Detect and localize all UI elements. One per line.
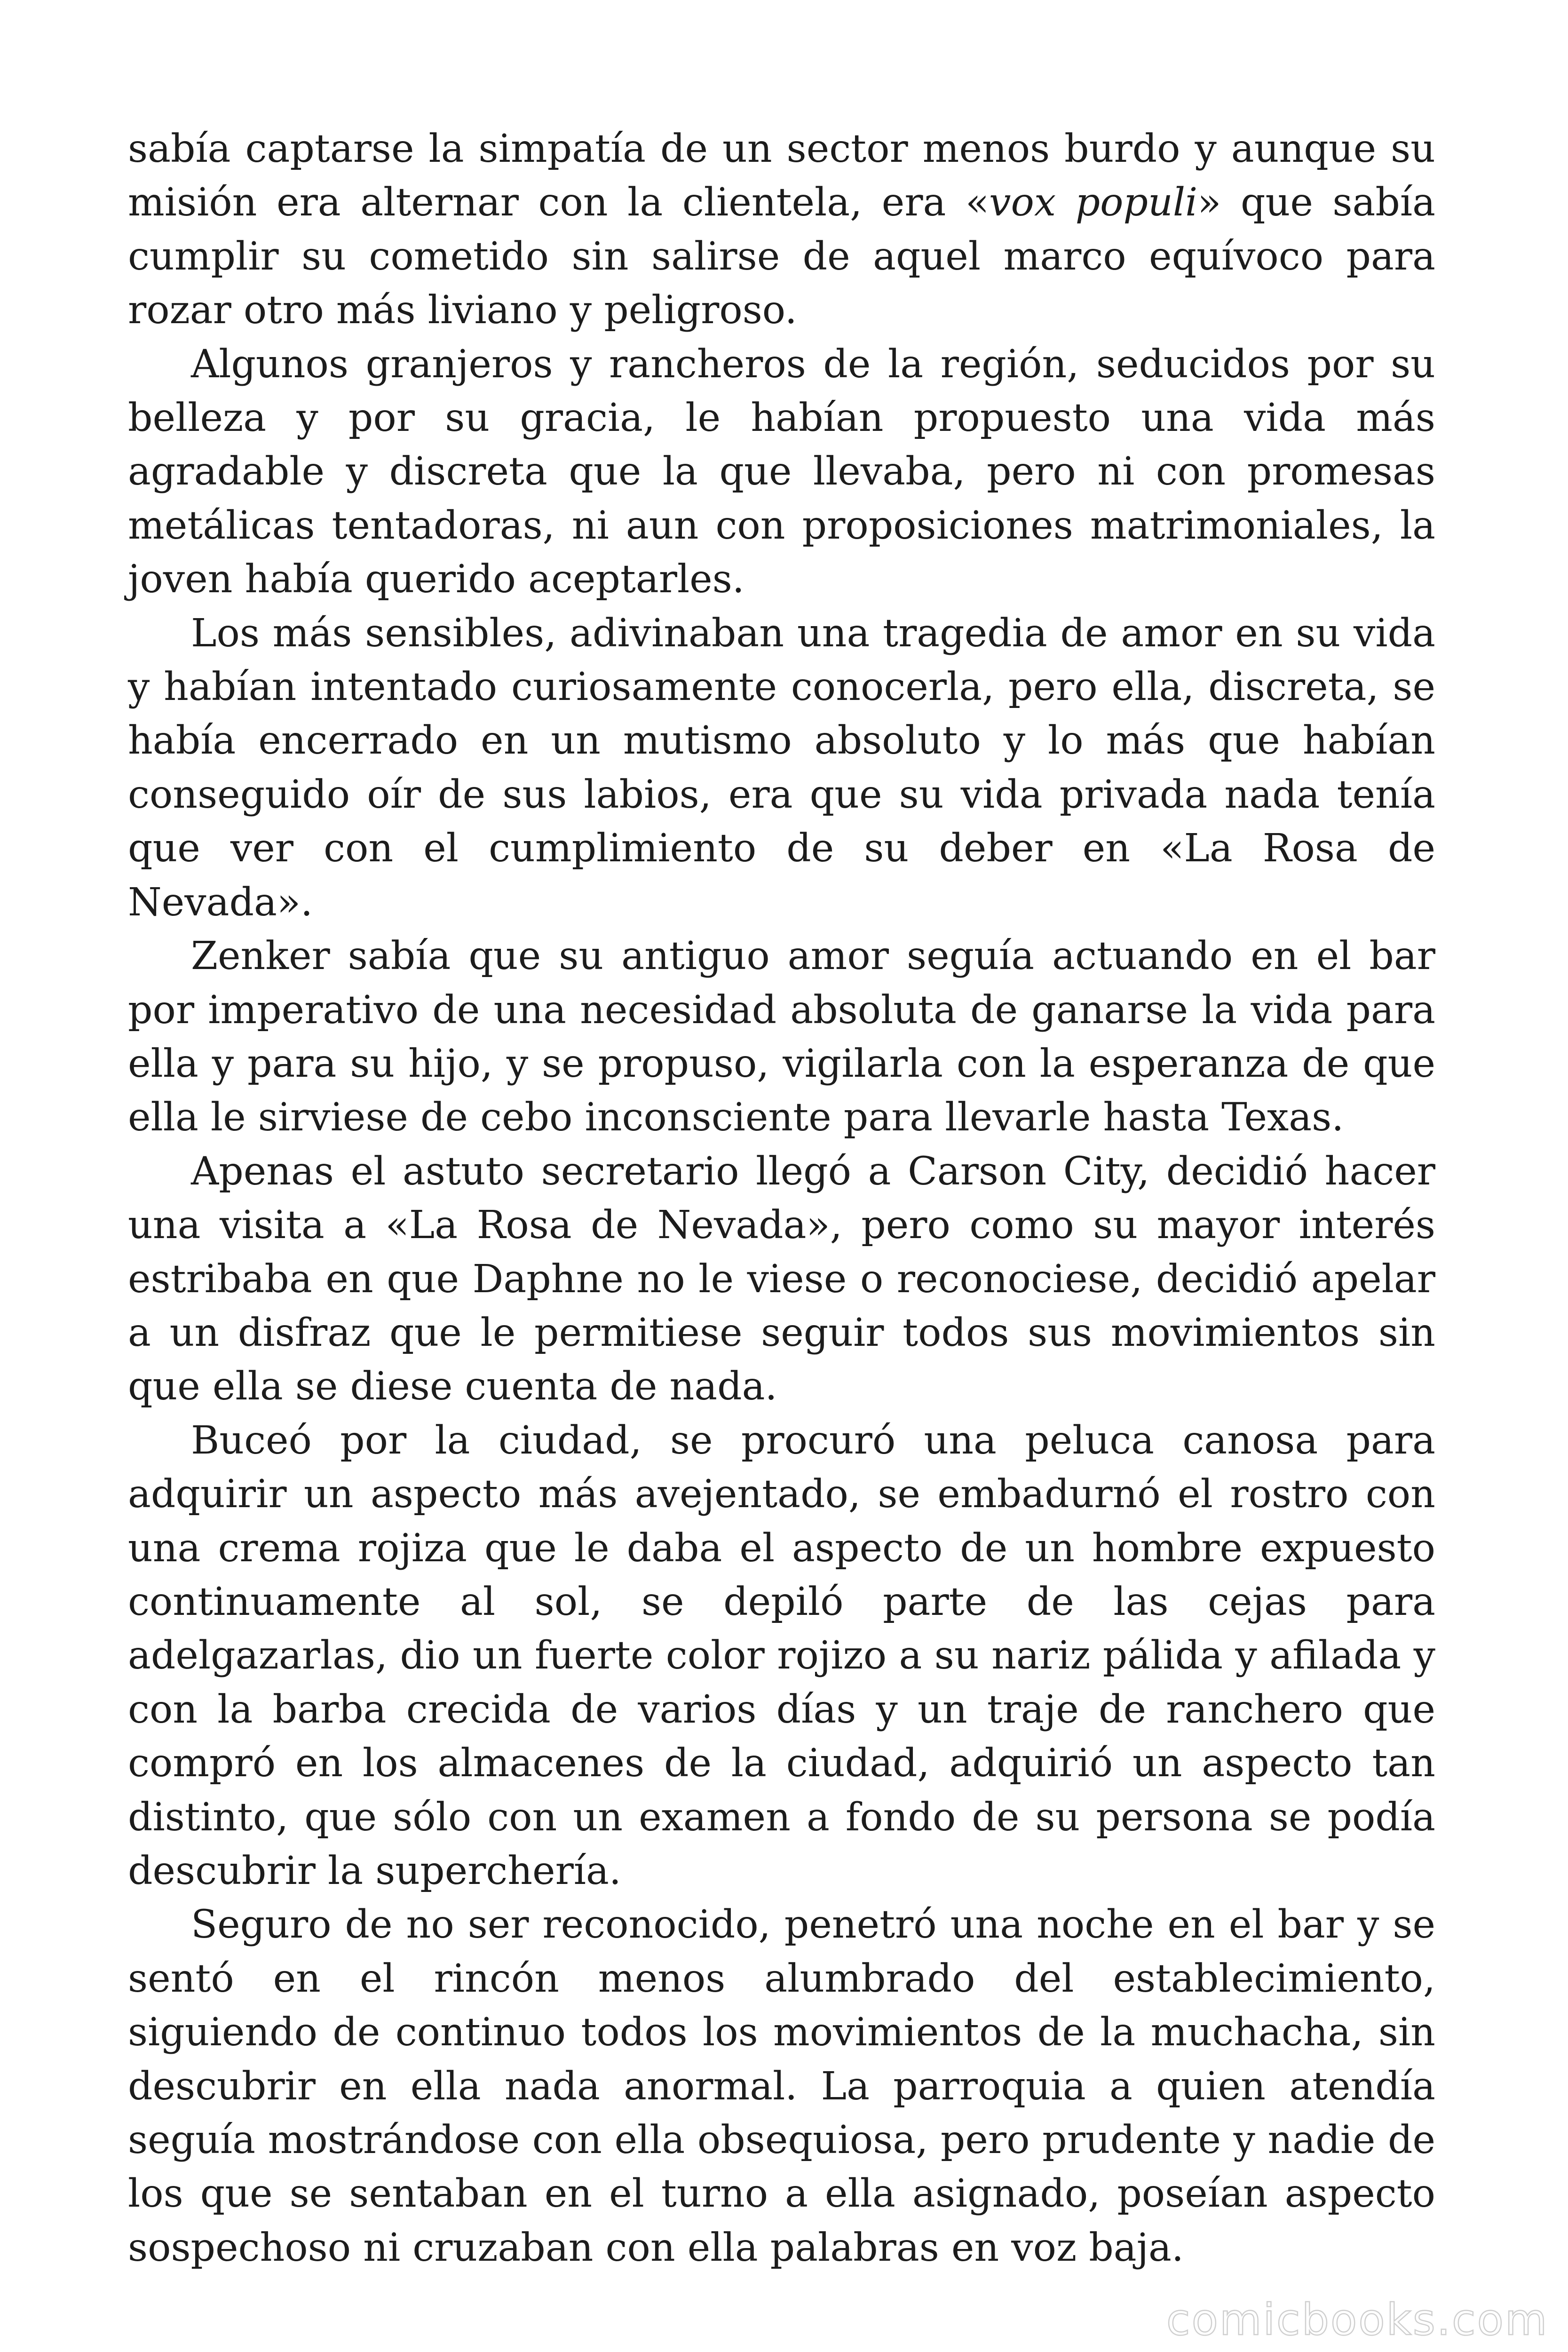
paragraph-7: Seguro de no ser reconocido, penetró una noche en el bar y se sentó en el rincón menos alumbrado del establecimiento, siguiendo de continuo todos los movimientos de la muchacha, sin descubrir en ella nada anormal. La parroquia a quien atendía seguía mostrándose con ella obsequiosa, pero prudente y nadie de los que se sentaban en el turno a ella asignado, poseían aspecto sospechoso ni cruzaban con ella palabras en voz baja. [128, 1902, 1435, 2270]
paragraph-1-before: sabía captarse la simpatía de un sector menos burdo y aunque su misión era alternar con la clientela, era « [128, 127, 1435, 225]
paragraph-6: Buceó por la ciudad, se procuró una peluca canosa para adquirir un aspecto más avejentado, se embadurnó el rostro con una crema rojiza que le daba el aspecto de un hombre expuesto continuamente al sol, se depiló parte de las cejas para adelgazarlas, dio un fuerte color rojizo a su nariz pálida y afilada y con la barba crecida de varios días y un traje de ranchero que compró en los almacenes de la ciudad, adquirió un aspecto tan distinto, que sólo con un examen a fondo de su persona se podía descubrir la superchería. [128, 1418, 1435, 1893]
paragraph-1-italic: vox populi [989, 180, 1198, 225]
paragraph-5: Apenas el astuto secretario llegó a Carson City, decidió hacer una visita a «La Rosa de Nevada», pero como su mayor interés estribaba en que Daphne no le viese o reconociese, decidió apelar a un disfraz que le permitiese seguir todos sus movimientos sin que ella se diese cuenta de nada. [128, 1149, 1435, 1409]
paragraph-3: Los más sensibles, adivinaban una tragedia de amor en su vida y habían intentado curiosamente conocerla, pero ella, discreta, se había encerrado en un mutismo absoluto y lo más que habían conseguido oír de sus labios, era que su vida privada nada tenía que ver con el cumplimiento de su deber en «La Rosa de Nevada». [128, 611, 1435, 925]
paragraph-4: Zenker sabía que su antiguo amor seguía actuando en el bar por imperativo de una necesidad absoluta de ganarse la vida para ella y para su hijo, y se propuso, vigilarla con la esperanza de que ella le sirviese de cebo inconsciente para llevarle hasta Texas. [128, 934, 1435, 1140]
paragraph-1 [128, 122, 1435, 338]
body-text [128, 122, 1435, 2275]
paragraph-1-after: » que sabía cumplir su cometido sin salirse de aquel marco equívoco para rozar otro más liviano y peligroso. [128, 180, 1435, 333]
watermark-text: comicbooks.com [1166, 2295, 1549, 2345]
paragraph-2: Algunos granjeros y rancheros de la región, seducidos por su belleza y por su gracia, le habían propuesto una vida más agradable y discreta que la que llevaba, pero ni con promesas metálicas tentadoras, ni aun con proposiciones matrimoniales, la joven había querido aceptarles. [128, 342, 1435, 602]
